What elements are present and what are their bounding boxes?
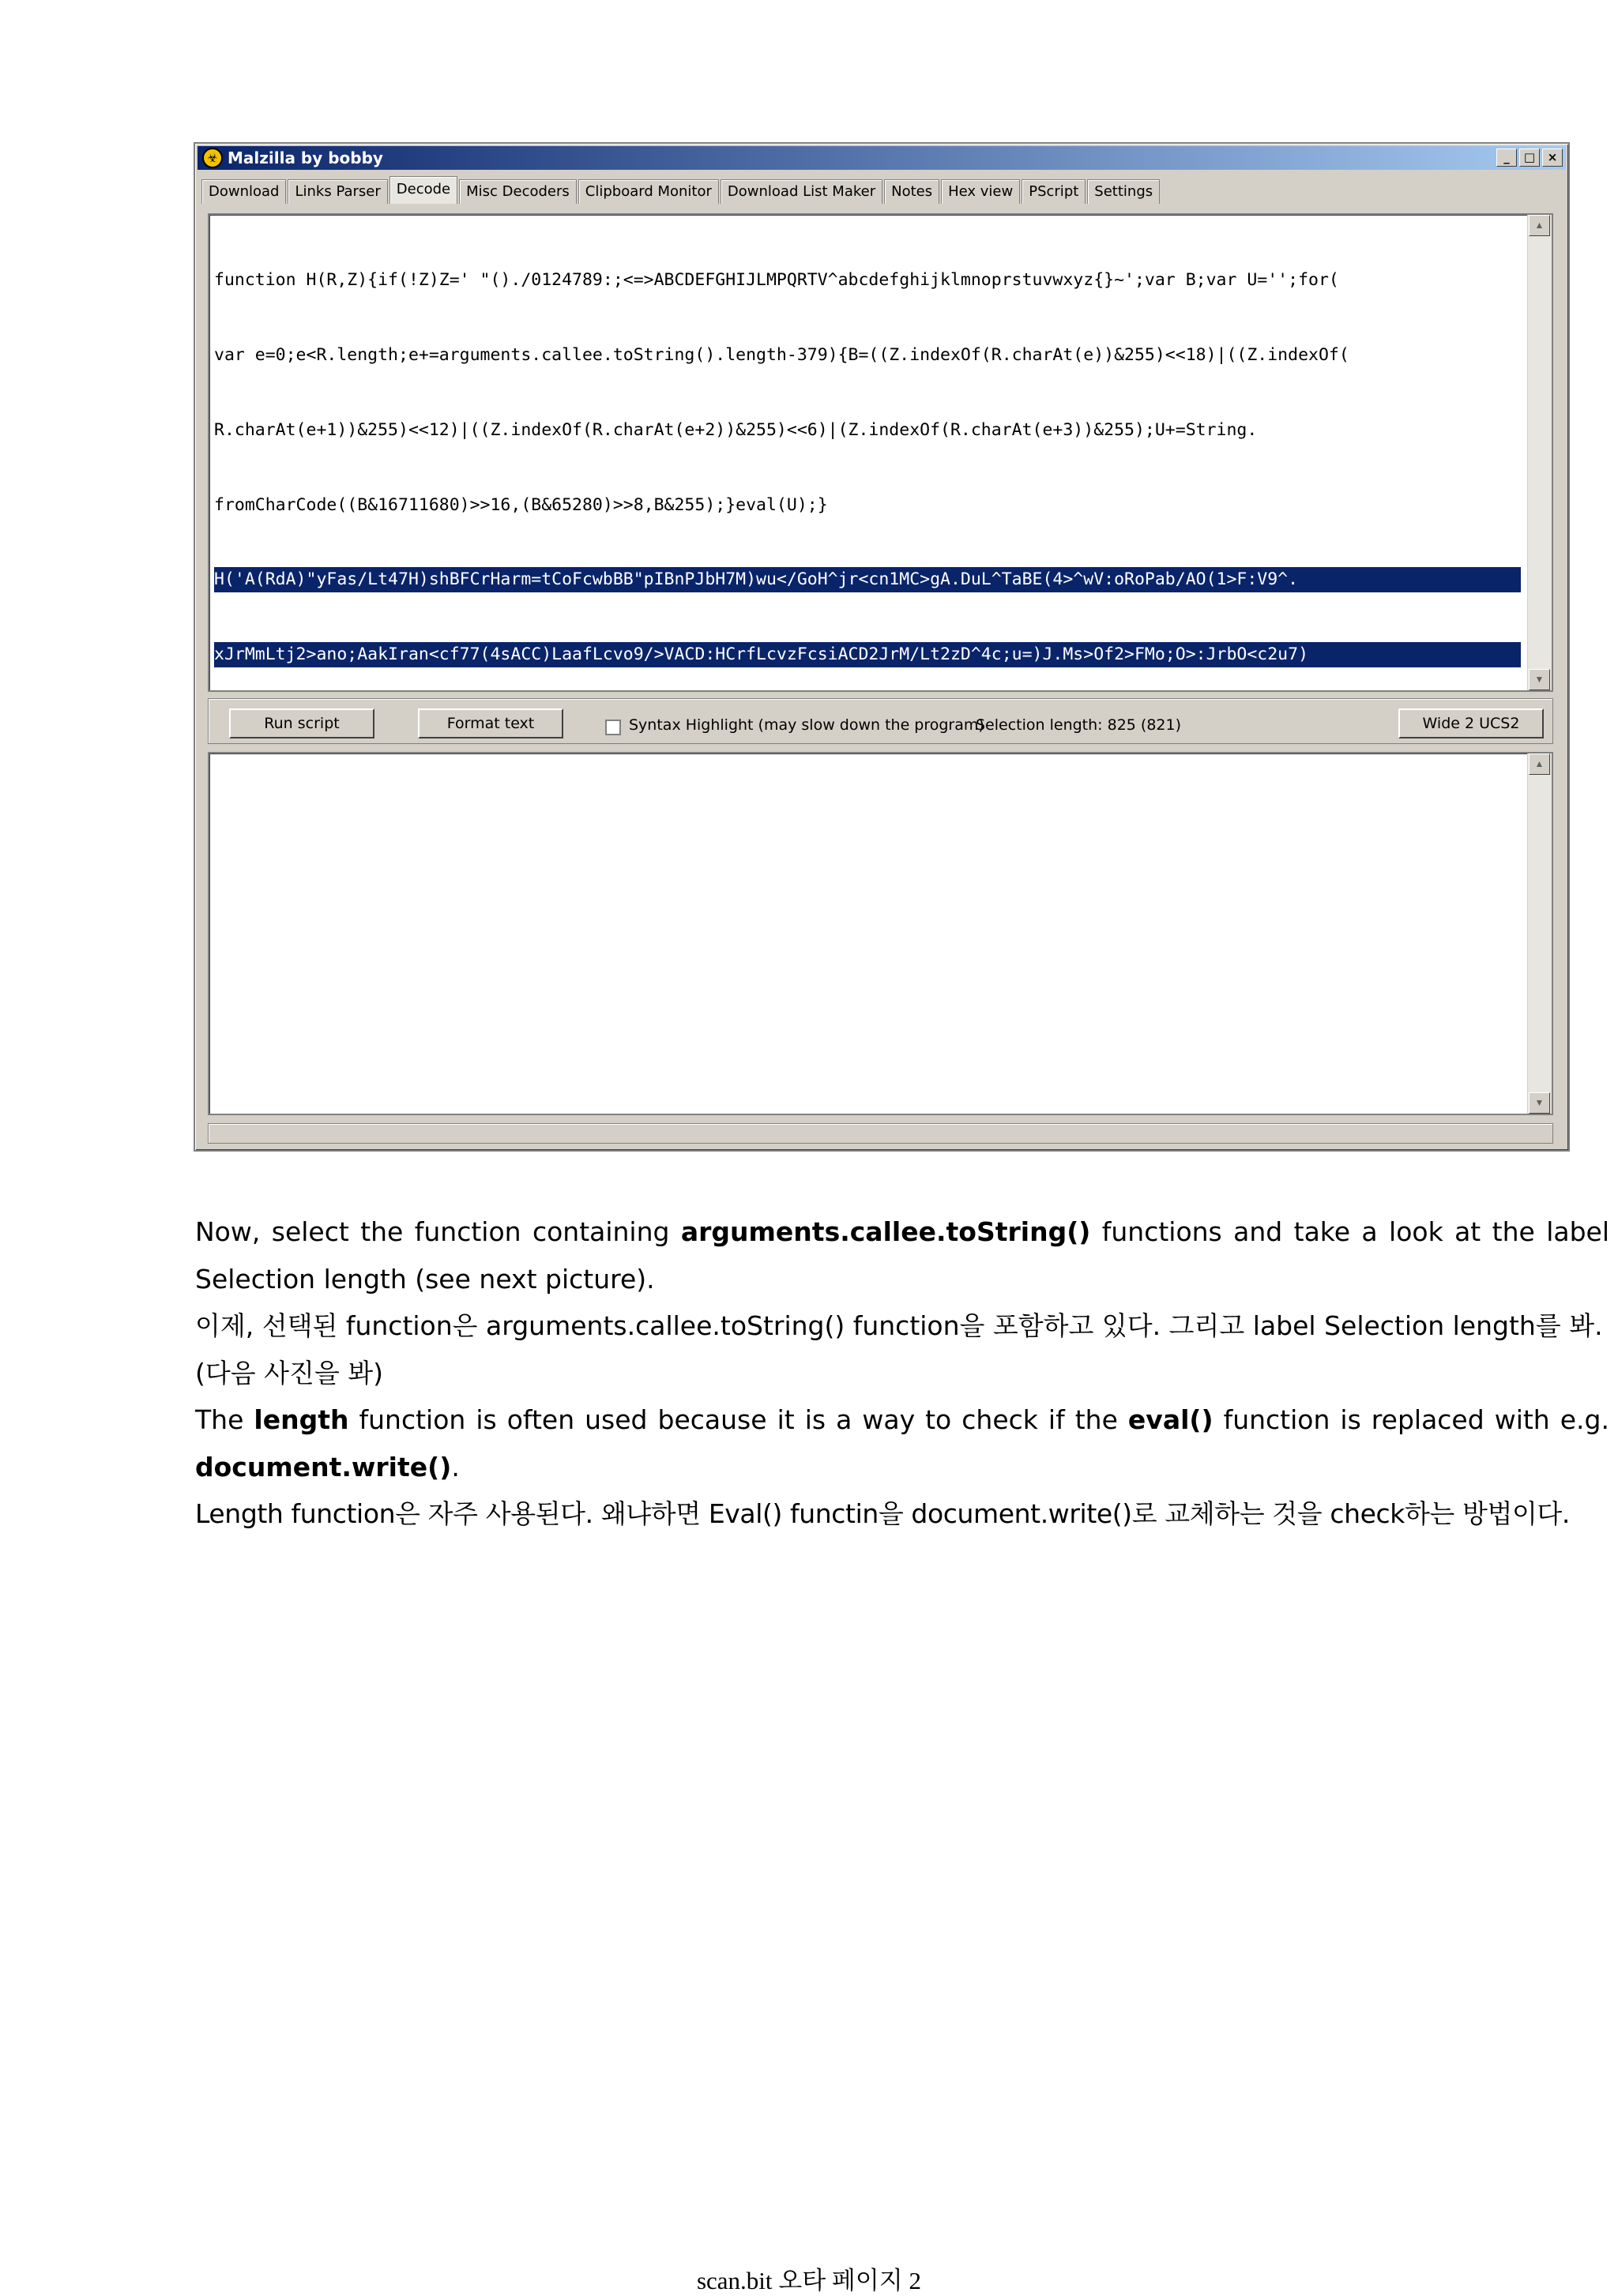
selected-code-line: xJrMmLtj2>ano;AakIran<cf77(4sACC)LaafLcvo9/>VACD:HCrfLcvzFcsiACD2JrM/Lt2zD^4c;u=)J.Ms>Of2>FMo;O>:JrbO<c2u7) — [214, 642, 1521, 667]
output-scrollbar[interactable] — [1527, 753, 1552, 1114]
minimize-button[interactable]: _ — [1496, 148, 1517, 167]
output-pane[interactable] — [208, 752, 1553, 1115]
tab-settings[interactable]: Settings — [1087, 179, 1160, 204]
title-bar — [198, 146, 1566, 170]
syntax-highlight-label: Syntax Highlight (may slow down the program) — [629, 716, 984, 734]
scroll-up-icon[interactable]: ▲ — [1529, 753, 1550, 775]
document-body — [195, 1208, 1609, 1538]
run-script-button[interactable]: Run script — [229, 708, 374, 738]
biohazard-icon: ☣ — [202, 148, 223, 168]
paragraph-english-2: The length function is often used because it is a way to check if the eval() function is replaced with e.g. document.write(). — [195, 1404, 1609, 1482]
format-text-button[interactable]: Format text — [418, 708, 563, 738]
malzilla-window — [194, 142, 1570, 1152]
scroll-down-icon[interactable]: ▼ — [1529, 1092, 1550, 1114]
tab-misc-decoders[interactable]: Misc Decoders — [459, 179, 577, 204]
wide-2-ucs2-button[interactable]: Wide 2 UCS2 — [1398, 708, 1544, 738]
selection-length-label: Selection length: 825 (821) — [976, 716, 1181, 734]
code-line: fromCharCode((B&16711680)>>16,(B&65280)>>8,B&255);}eval(U);} — [214, 494, 828, 515]
maximize-button[interactable]: □ — [1519, 148, 1540, 167]
paragraph-korean-2: Length function은 자주 사용된다. 왜냐하면 Eval() functin을 document.write()로 교체하는 것을 check하는 방법이다. — [195, 1498, 1570, 1529]
selected-code-line: H('A(RdA)"yFas/Lt47H)shBFCrHarm=tCoFcwbBB"pIBnPJbH7M)wu</GoH^jr<cn1MC>gA.DuL^TaBE(4>^wV:oRoPab/AO(1>F:V9^. — [214, 567, 1521, 592]
decode-toolbar — [208, 698, 1553, 744]
code-line: var e=0;e<R.length;e+=arguments.callee.toString().length-379){B=((Z.indexOf(R.charAt(e))&255)<<18)|((Z.indexOf( — [214, 344, 1349, 365]
tab-decode[interactable]: Decode — [389, 176, 457, 204]
tab-notes[interactable]: Notes — [884, 179, 939, 204]
code-line: R.charAt(e+1))&255)<<12)|((Z.indexOf(R.charAt(e+2))&255)<<6)|(Z.indexOf(R.charAt(e+3))&255);U+=String. — [214, 419, 1258, 440]
close-button[interactable]: × — [1542, 148, 1563, 167]
code-text — [214, 218, 1526, 692]
syntax-highlight-checkbox[interactable] — [605, 720, 621, 735]
page-footer: scan.bit 오타 페이지 2 — [696, 2267, 922, 2294]
tab-clipboard-monitor[interactable]: Clipboard Monitor — [578, 179, 719, 204]
scroll-up-icon[interactable]: ▲ — [1529, 215, 1550, 236]
tab-download[interactable]: Download — [201, 179, 286, 204]
scroll-down-icon[interactable]: ▼ — [1529, 669, 1550, 690]
tab-links-parser[interactable]: Links Parser — [288, 179, 387, 204]
editor-scrollbar[interactable] — [1527, 215, 1552, 690]
paragraph-english-1: Now, select the function containing arguments.callee.toString() functions and take a look at the label Selection length (see next picture). — [195, 1216, 1610, 1295]
tab-download-list-maker[interactable]: Download List Maker — [721, 179, 882, 204]
tab-hex-view[interactable]: Hex view — [941, 179, 1020, 204]
paragraph-korean-1: 이제, 선택된 function은 arguments.callee.toString() function을 포함하고 있다. 그리고 label Selection length를 봐.(다음 사진을 봐) — [195, 1310, 1603, 1388]
status-bar — [208, 1123, 1553, 1144]
window-title: Malzilla by bobby — [228, 148, 383, 167]
code-line: function H(R,Z){if(!Z)Z=' "()./0124789:;<=>ABCDEFGHIJLMPQRTV^abcdefghijklmnoprstuvwxyz{}~';var B;var U='';for( — [214, 270, 1339, 291]
script-editor[interactable] — [208, 213, 1553, 692]
tab-pscript[interactable]: PScript — [1022, 179, 1086, 204]
tab-bar — [201, 178, 1161, 204]
